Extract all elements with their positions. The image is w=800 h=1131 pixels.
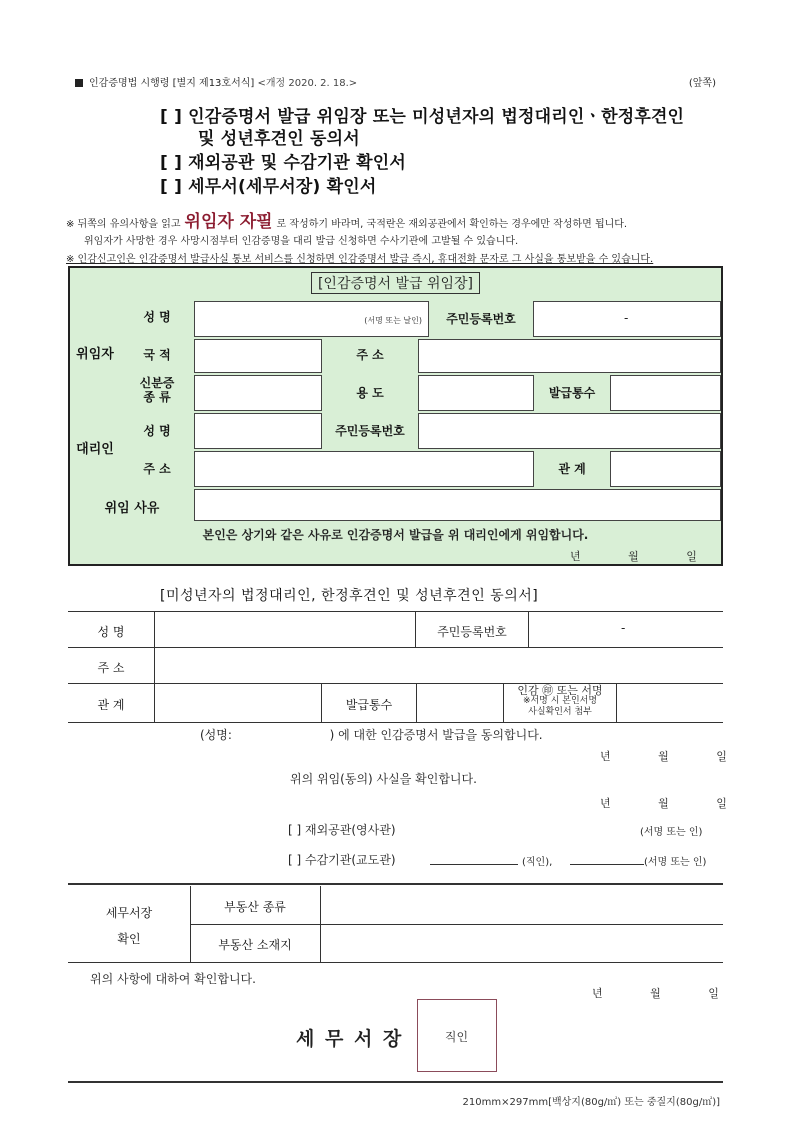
embassy-sign-label: (서명 또는 인) [640,827,703,838]
official-seal-box[interactable] [417,999,497,1072]
note1-highlight: 위임자 자필 [184,212,273,232]
delegation-title-text: [인감증명서 발급 위임장] [311,272,480,294]
name-label: 성 명 [143,310,171,324]
bottom-rule [68,1081,723,1083]
agent-name-label: 성 명 [143,424,171,438]
consent-seal-field[interactable] [616,684,723,723]
note-notification-service: ※ 인감신고인은 인감증명서 발급사실 통보 서비스를 신청하면 인감증명서 발급 즉시, 휴대전화 문자로 그 사실을 통보받을 수 있습니다. [66,254,654,265]
confirmation-statement: 위의 위임(동의) 사실을 확인합니다. [290,772,477,786]
property-location-label: 부동산 소재지 [218,938,292,952]
tax-statement: 위의 사항에 대하여 확인합니다. [90,972,256,986]
consent-day: 일 [716,750,727,763]
tax-chief-label-1: 세무서장 [105,906,153,920]
title-line-3: [ ] 재외공관 및 수감기관 확인서 [160,153,406,173]
year-label: 년 [570,550,581,563]
agent-label: 대리인 [76,442,114,457]
consent-date [600,748,727,764]
tax-year: 년 [592,987,603,1000]
section-divider [68,883,723,885]
form-ref-text: 인감증명법 시행령 [별지 제13호서식] [89,78,255,89]
agent-address-label: 주 소 [143,462,171,476]
confirmation-date [600,795,727,811]
delegator-address-field[interactable] [418,339,721,373]
sign-hint: (서명 또는 날인) [364,316,422,325]
prison-seal-label: (직인), [522,857,553,868]
tax-chief-label-2: 확인 [117,932,141,946]
consent-name-field[interactable] [154,612,416,648]
note1-post: 로 작성하기 바라며, 국적란은 재외공관에서 확인하는 경우에만 작성하면 됩니다. [276,219,628,230]
square-bullet-icon [75,79,83,87]
seal-note-2: 사실확인서 첨부 [528,707,592,717]
consent-table [68,611,723,722]
id-type-label [120,376,194,404]
agent-name-field[interactable] [194,413,322,449]
consent-copies-field[interactable] [416,684,504,723]
delegator-name-field[interactable] [194,301,429,337]
reason-label: 위임 사유 [104,501,160,516]
embassy-option[interactable]: [ ] 재외공관(영사관) [288,823,396,837]
delegation-title [70,268,721,298]
delegation-form [68,266,723,566]
delegation-date [570,548,697,564]
relation-label: 관 계 [558,462,586,476]
day-label: 일 [686,550,697,563]
rrn-label: 주민등록번호 [446,312,516,326]
copies-label: 발급통수 [548,386,596,400]
id-type-label-1: 신분증 [139,376,175,390]
month-label: 월 [628,550,639,563]
tax-day: 일 [708,987,719,1000]
consent-rrn-dash: - [621,621,626,635]
consent-rrn-field[interactable] [528,612,723,648]
consent-copies-label: 발급통수 [345,698,393,712]
confirm-day: 일 [716,797,727,810]
tax-office-chief: 세 무 서 장 [296,1028,404,1050]
prison-sign-blank[interactable] [570,864,644,865]
confirm-year: 년 [600,797,611,810]
official-seal-label: 직인 [444,1030,469,1044]
nationality-field[interactable] [194,339,322,373]
delegation-statement: 본인은 상기와 같은 사유로 인감증명서 발급을 위 대리인에게 위임합니다. [202,528,589,542]
property-location-field[interactable] [320,924,723,963]
prison-sign-label: (서명 또는 인) [644,857,707,868]
consent-relation-label: 관 계 [97,698,125,712]
consent-name-label: 성 명 [97,625,125,639]
nationality-label: 국 적 [143,348,171,362]
consent-address-field[interactable] [154,648,723,684]
tax-office-table [68,886,723,963]
consent-seal-label [504,685,616,718]
tax-date [592,985,719,1001]
confirm-month: 월 [658,797,669,810]
title-line-2: 및 성년후견인 동의서 [198,129,360,149]
consent-address-label: 주 소 [97,661,125,675]
note-handwriting [66,207,627,232]
id-type-field[interactable] [194,375,322,411]
seal-label-text: 인감 ㊞ 또는 서명 [517,684,603,697]
consent-statement-name: (성명: [200,728,232,742]
title-line-1: [ ] 인감증명서 발급 위임장 또는 미성년자의 법정대리인ㆍ한정후견인 [160,107,685,127]
purpose-field[interactable] [418,375,534,411]
prison-seal-blank[interactable] [430,864,518,865]
consent-month: 월 [658,750,669,763]
prison-option[interactable]: [ ] 수감기관(교도관) [288,853,396,867]
address-label: 주 소 [356,348,384,362]
consent-statement [200,726,543,743]
consent-rrn-label: 주민등록번호 [437,625,507,639]
delegator-rrn-field[interactable] [533,301,721,337]
property-type-field[interactable] [320,886,723,924]
note1-pre: ※ 뒤쪽의 유의사항을 읽고 [66,219,181,230]
page-side: (앞쪽) [688,78,716,89]
note-death-warning: 위임자가 사망한 경우 사망시점부터 인감증명을 대리 발급 신청하면 수사기관에 고발될 수 있습니다. [84,236,519,247]
property-type-label: 부동산 종류 [224,900,286,914]
agent-rrn-label: 주민등록번호 [335,424,405,438]
agent-address-field[interactable] [194,451,534,487]
reason-field[interactable] [194,489,721,521]
rrn-dash: - [624,311,629,325]
paper-spec: 210mm×297mm[백상지(80g/㎡) 또는 중질지(80g/㎡)] [462,1097,720,1108]
seal-note-1: ※서명 시 본인서명 [522,696,598,706]
purpose-label: 용 도 [356,386,384,400]
id-type-label-2: 종 류 [143,390,171,404]
consent-year: 년 [600,750,611,763]
consent-relation-field[interactable] [154,684,322,723]
revision-text: <개정 2020. 2. 18.> [257,78,358,89]
consent-title: [미성년자의 법정대리인, 한정후견인 및 성년후견인 동의서] [160,588,539,604]
form-reference [75,74,357,89]
agent-rrn-field[interactable] [418,413,721,449]
delegator-label: 위임자 [76,347,114,362]
tax-month: 월 [650,987,661,1000]
relation-field[interactable] [610,451,721,487]
consent-statement-rest: ) 에 대한 인감증명서 발급을 동의합니다. [329,728,543,742]
title-line-4: [ ] 세무서(세무서장) 확인서 [160,177,377,197]
copies-field[interactable] [610,375,721,411]
